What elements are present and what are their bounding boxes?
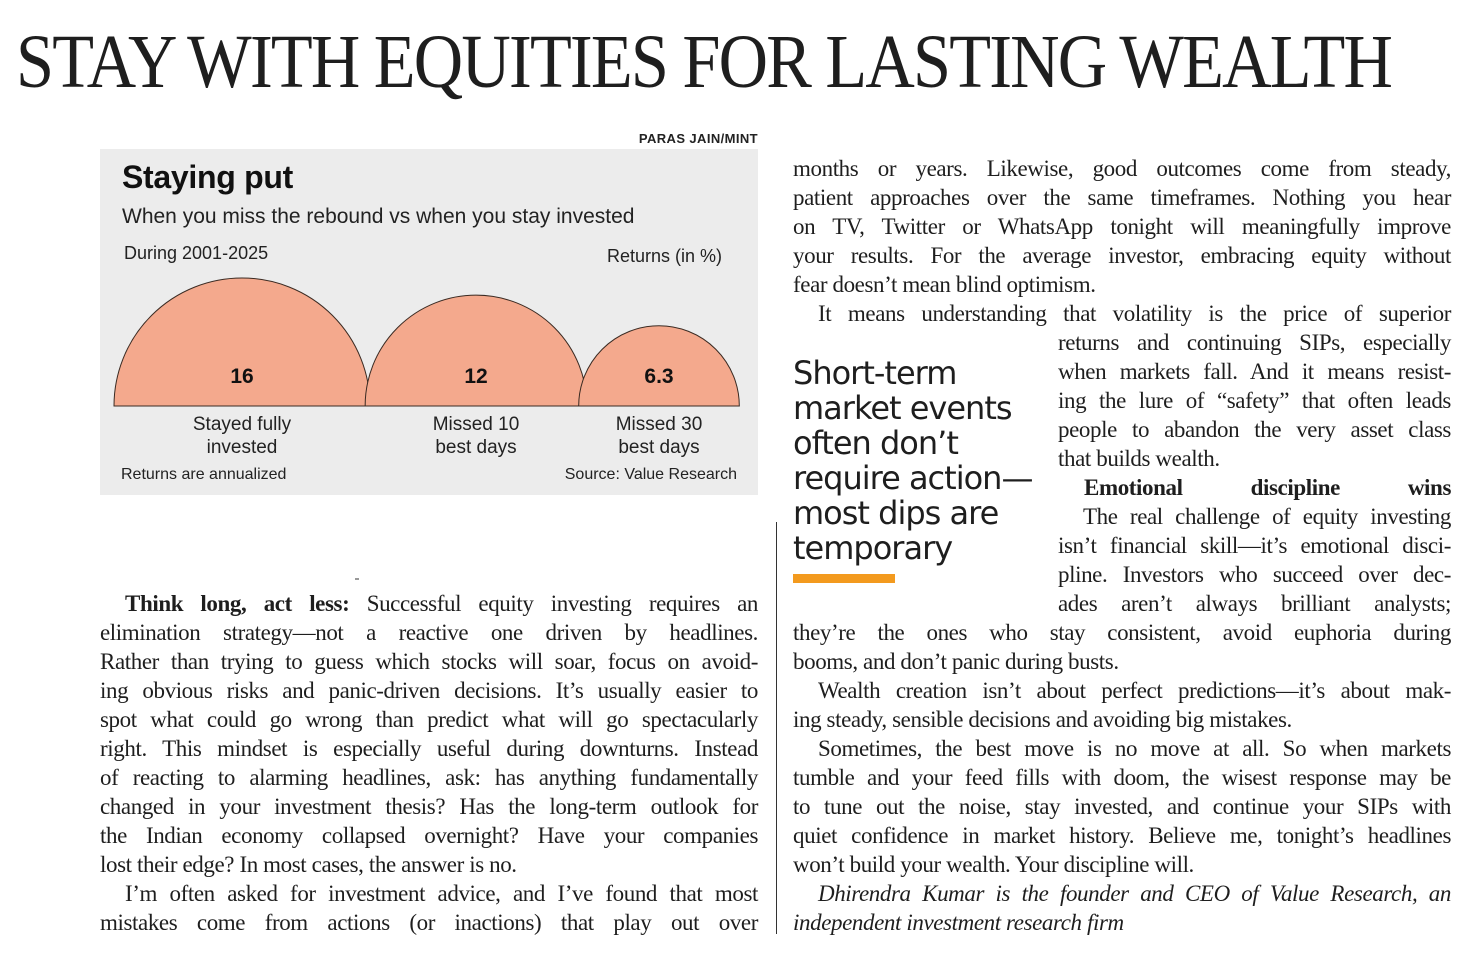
semicircle-mark <box>365 295 587 406</box>
category-label: Missed 30 <box>615 414 703 435</box>
category-label: Stayed fully <box>192 414 292 435</box>
headline: STAY WITH EQUITIES FOR LASTING WEALTH <box>16 20 1392 104</box>
pull-quote-line: often don’t <box>793 424 958 462</box>
print-speck <box>355 578 359 580</box>
pull-quote-line: require action— <box>793 459 1033 497</box>
value-label: 16 <box>230 365 254 388</box>
text-line: when markets fall. And it means resist- <box>1058 359 1451 384</box>
text-line: that builds wealth. <box>1058 446 1220 471</box>
text-line: people to abandon the very asset class <box>1058 417 1451 442</box>
lead-in: Think long, act less: <box>125 591 350 616</box>
graphic-source: Source: Value Research <box>564 466 737 483</box>
text-line: of reacting to alarming headlines, ask: has anything fundamentally <box>100 765 758 790</box>
text-line: It means understanding that volatility is the price of superior <box>818 301 1451 326</box>
text-line: tumble and your feed fills with doom, the wisest response may be <box>793 765 1451 790</box>
pull-quote-line: most dips are <box>793 494 999 532</box>
category-label: best days <box>618 437 700 458</box>
text-line: the Indian economy collapsed overnight? Have your companies <box>100 823 758 848</box>
text-line: Wealth creation isn’t about perfect predictions—it’s about mak- <box>818 678 1451 703</box>
column-divider <box>776 522 777 934</box>
text-line <box>100 589 758 618</box>
text-line: pline. Investors who succeed over dec- <box>1058 562 1451 587</box>
text-line: ing the lure of “safety” that often leads <box>1058 388 1451 413</box>
text-line: ades aren’t always brilliant analysts; <box>1058 591 1451 616</box>
text-line: they’re the ones who stay consistent, avoid euphoria during <box>793 620 1451 645</box>
text-line: fear doesn’t mean blind optimism. <box>793 272 1096 297</box>
text-line: quiet confidence in market history. Believe me, tonight’s headlines <box>793 823 1451 848</box>
text-line: months or years. Likewise, good outcomes come from steady, <box>793 156 1451 181</box>
text-line: spot what could go wrong than predict what will go spectacularly <box>100 707 758 732</box>
text-line: changed in your investment thesis? Has the long-term outlook for <box>100 794 758 819</box>
pull-quote-line: market events <box>793 389 1012 427</box>
article-column-right-top <box>793 154 1451 328</box>
text-line: elimination strategy—not a reactive one driven by headlines. <box>100 620 758 645</box>
pull-quote-line: temporary <box>793 529 953 567</box>
article-column-left <box>100 589 758 937</box>
text-line: isn’t financial skill—it’s emotional disci- <box>1058 533 1451 558</box>
text-line: Sometimes, the best move is no move at all. So when markets <box>818 736 1451 761</box>
category-label: best days <box>435 437 517 458</box>
text-line: mistakes come from actions (or inactions) that play out over <box>100 910 758 935</box>
text-line: The real challenge of equity investing <box>1083 504 1451 529</box>
returns-chart <box>100 269 758 464</box>
text-line: won’t build your wealth. Your discipline will. <box>793 852 1194 877</box>
graphic-subtitle: When you miss the rebound vs when you stay invested <box>122 205 635 228</box>
text-line-rest: Successful equity investing requires an <box>349 591 758 616</box>
article-column-right-bottom <box>793 618 1451 937</box>
article-column-right-wrap <box>1058 328 1451 618</box>
text-line: to tune out the noise, stay invested, and continue your SIPs with <box>793 794 1451 819</box>
pull-quote-line: Short-term <box>793 354 957 392</box>
graphic-credit: PARAS JAIN/MINT <box>638 131 758 146</box>
graphic-title: Staying put <box>122 159 293 195</box>
text-line: Dhirendra Kumar is the founder and CEO of Value Research, an <box>818 881 1451 906</box>
text-line: booms, and don’t panic during busts. <box>793 649 1119 674</box>
text-line: Emotional discipline wins <box>1084 475 1451 500</box>
pull-quote <box>793 356 1053 566</box>
category-label: invested <box>206 437 278 458</box>
graphic-unit: Returns (in %) <box>606 246 722 266</box>
text-line: I’m often asked for investment advice, and I’ve found that most <box>125 881 758 906</box>
graphic-note: Returns are annualized <box>121 466 287 483</box>
text-line: right. This mindset is especially useful during downturns. Instead <box>100 736 758 761</box>
text-line: ing steady, sensible decisions and avoiding big mistakes. <box>793 707 1292 732</box>
text-line: patient approaches over the same timeframes. Nothing you hear <box>793 185 1451 210</box>
text-line: on TV, Twitter or WhatsApp tonight will meaningfully improve <box>793 214 1451 239</box>
category-label: Missed 10 <box>432 414 520 435</box>
infographic <box>100 149 758 495</box>
text-line: returns and continuing SIPs, especially <box>1058 330 1451 355</box>
text-line: Rather than trying to guess which stocks will soar, focus on avoid- <box>100 649 758 674</box>
graphic-period: During 2001-2025 <box>124 243 269 263</box>
text-line: lost their edge? In most cases, the answer is no. <box>100 852 517 877</box>
value-label: 6.3 <box>644 365 674 388</box>
text-line: independent investment research firm <box>793 910 1124 935</box>
text-line: your results. For the average investor, embracing equity without <box>793 243 1451 268</box>
pull-quote-accent-bar <box>793 574 895 583</box>
value-label: 12 <box>464 365 488 388</box>
text-line: ing obvious risks and panic-driven decisions. It’s usually easier to <box>100 678 758 703</box>
